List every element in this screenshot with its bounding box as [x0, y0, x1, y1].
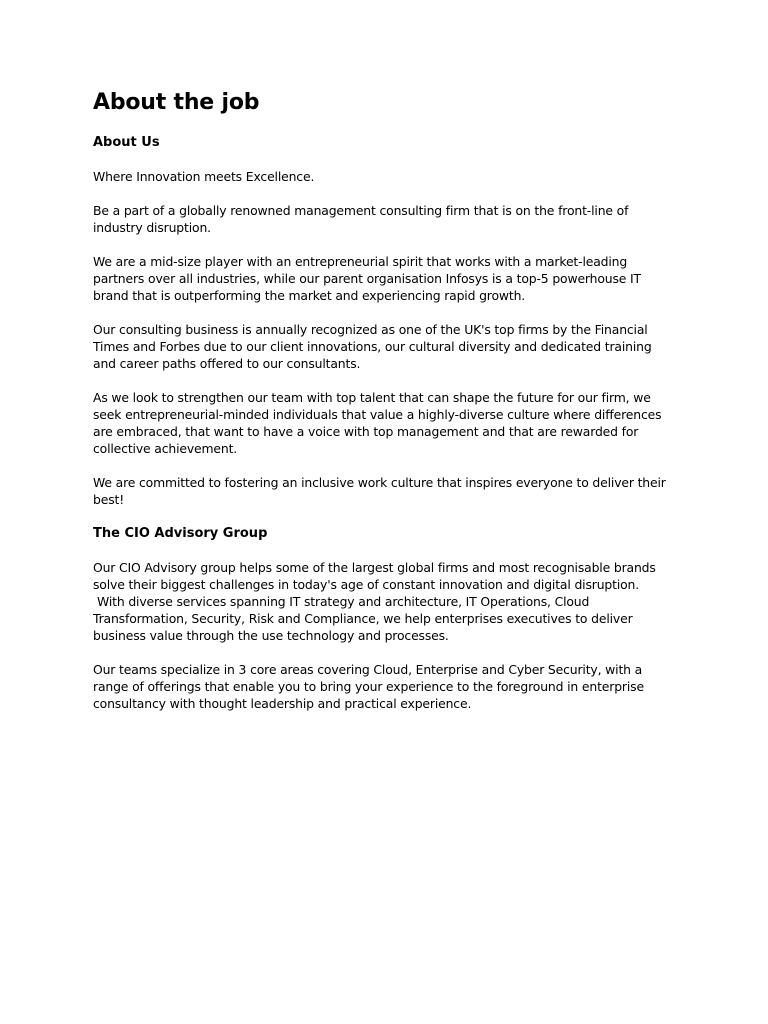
page-title: About the job: [93, 90, 260, 115]
cio-advisory-paragraph-3: Our teams specialize in 3 core areas covering Cloud, Enterprise and Cyber Security, with a range of offerings that enable you to bring your experience to the foreground in enterprise consultancy with thought leadership and practical experience.: [93, 662, 644, 711]
about-us-paragraph-4: Our consulting business is annually recognized as one of the UK's top firms by the Financial Times and Forbes due to our client innovations, our cultural diversity and dedicated training and career paths offered to our consultants.: [93, 322, 652, 371]
about-us-paragraph-6: We are committed to fostering an inclusive work culture that inspires everyone to deliver their best!: [93, 475, 666, 507]
about-us-paragraph-5: As we look to strengthen our team with top talent that can shape the future for our firm, we seek entrepreneurial-minded individuals that value a highly-diverse culture where differences are embraced, that want to have a voice with top management and that are rewarded for collective achievement.: [93, 390, 662, 456]
cio-advisory-paragraph-2: With diverse services spanning IT strategy and architecture, IT Operations, Cloud Transformation, Security, Risk and Compliance, we help enterprises executives to deliver business value through the use technology and processes.: [93, 594, 633, 643]
job-description-page: [93, 86, 678, 712]
cio-advisory-heading: The CIO Advisory Group: [93, 526, 268, 541]
cio-advisory-paragraph-1: Our CIO Advisory group helps some of the largest global firms and most recognisable brands solve their biggest challenges in today's age of constant innovation and digital disruption.: [93, 560, 656, 592]
about-us-paragraph-3: We are a mid-size player with an entrepreneurial spirit that works with a market-leading partners over all industries, while our parent organisation Infosys is a top-5 powerhouse IT brand that is outperforming the market and experiencing rapid growth.: [93, 254, 641, 303]
about-us-heading: About Us: [93, 135, 160, 150]
about-us-paragraph-1: Where Innovation meets Excellence.: [93, 169, 315, 184]
about-us-paragraph-2: Be a part of a globally renowned management consulting firm that is on the front-line of industry disruption.: [93, 203, 629, 235]
